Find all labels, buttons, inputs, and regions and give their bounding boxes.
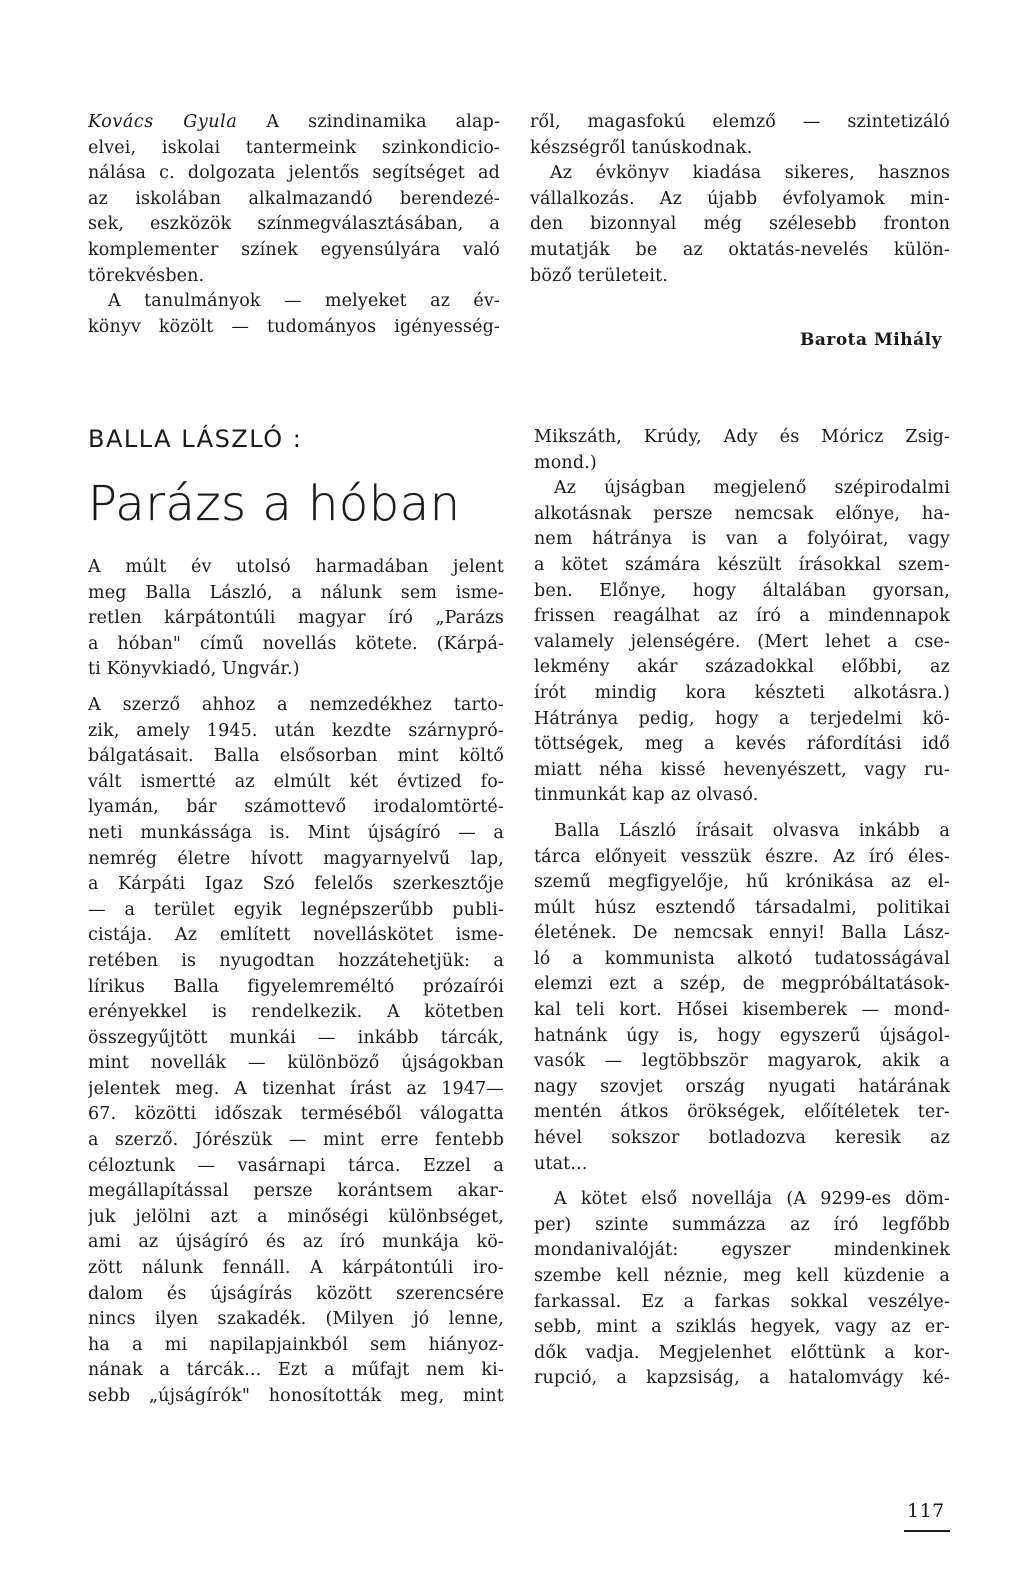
- text-line: írót mindig kora készteti alkotásra.): [534, 682, 950, 703]
- text-line: A múlt év utolsó harmadában jelent: [88, 557, 504, 577]
- text-line: sek, eszközök színmegválasztásában, a: [88, 214, 500, 235]
- review-signature: Barota Mihály: [800, 330, 942, 350]
- text-line: zik, amely 1945. után kezdte szárnypró-: [88, 720, 504, 741]
- text-line: A tanulmányok — melyeket az év-: [108, 291, 500, 312]
- text-line: den bizonnyal még szélesebb fronton: [530, 214, 950, 235]
- text-line: mint novellák — különböző újságokban: [88, 1053, 504, 1074]
- text-line: mond.): [534, 452, 597, 473]
- text-line: hével sokszor botladozva keresik az: [534, 1128, 950, 1149]
- text-line: Az évkönyv kiadása sikeres, hasznos: [550, 163, 950, 184]
- text-line: cistája. Az említett novelláskötet isme-: [88, 925, 504, 946]
- text-line: valamely jelenségére. (Mert lehet a cse-: [534, 631, 950, 652]
- text-line: tárca előnyeit vesszük észre. Az író éles-: [534, 846, 950, 867]
- cited-author: Kovács Gyula: [88, 112, 238, 132]
- text-line: juk jelölni azt a minőségi különbséget,: [88, 1206, 504, 1227]
- text-line: zött nálunk fennáll. A kárpátontúli iro-: [88, 1258, 504, 1279]
- text-line: ben. Előnye, hogy általában gyorsan,: [534, 580, 950, 601]
- text-line: készségről tanúskodnak.: [530, 137, 753, 158]
- text-line: utat...: [534, 1153, 588, 1174]
- text-line: Az újságban megjelenő szépirodalmi: [554, 478, 950, 499]
- text-line: tinmunkát kap az olvasó.: [534, 785, 759, 806]
- text-line: retében is nyugodtan hozzátehetjük: a: [88, 950, 504, 971]
- text-line: mentén átkos örökségek, előítéletek ter-: [534, 1102, 950, 1123]
- text-line: múlt húsz esztendő társadalmi, politikai: [534, 897, 950, 918]
- text-line: az iskolában alkalmazandó berendezé-: [88, 188, 500, 209]
- text-line: a Kárpáti Igaz Szó felelős szerkesztője: [88, 874, 504, 895]
- text-line: elvei, iskolai tantermeink szinkondicio-: [88, 137, 500, 158]
- text-line: vasók — legtöbbször magyarok, akik a: [534, 1051, 950, 1072]
- page-number-rule: [904, 1530, 950, 1532]
- text-line: törekvésben.: [88, 265, 205, 286]
- text-line: elemzi ezt a szép, de megpróbáltatások-: [534, 974, 950, 995]
- text-line: mondanivalóját: egyszer mindenkinek: [534, 1240, 950, 1261]
- text-line: a kötet számára készült írásokkal szem-: [534, 554, 950, 575]
- text-line: miatt néha kissé hevenyészett, vagy ru-: [534, 759, 950, 780]
- text-line: céloztunk — vasárnapi tárca. Ezzel a: [88, 1155, 504, 1176]
- text-line: vállalkozás. Az újabb évfolyamok min-: [530, 188, 950, 209]
- text-line: Balla László írásait olvasva inkább a: [554, 820, 950, 841]
- text-line: a szerző. Jórészük — mint erre fentebb: [88, 1130, 504, 1151]
- text-line: rupció, a kapzsiság, a hatalomvágy ké-: [534, 1368, 950, 1389]
- text-line: a hóban" című novellás kötete. (Kárpá-: [88, 633, 504, 654]
- text-line: nának a tárcák... Ezt a műfajt nem ki-: [88, 1360, 504, 1381]
- text-line: könyv közölt — tudományos igényesség-: [88, 316, 500, 337]
- text-line: komplementer színek egyensúlyára való: [88, 239, 500, 260]
- text-line: Mikszáth, Krúdy, Ady és Móricz Zsig-: [534, 427, 950, 447]
- text-line: mutatják be az oktatás-nevelés külön-: [530, 239, 950, 260]
- paragraph-gap: [88, 683, 504, 693]
- top-right-column: [530, 110, 950, 289]
- text-line: ami az újságíró és az író munkája kö-: [88, 1232, 504, 1253]
- text-line: böző területeit.: [530, 265, 669, 286]
- text-line: ti Könyvkiadó, Ungvár.): [88, 659, 300, 680]
- text-line: sebb, mint a sziklás hegyek, vagy az er-: [534, 1317, 950, 1338]
- text-line: nagy szovjet ország nyugati határának: [534, 1076, 950, 1097]
- text-line: megállapítással persze korántsem akar-: [88, 1181, 504, 1202]
- top-left-column: [88, 110, 500, 340]
- text-line: dők vadja. Megjelenhet előttünk a kor-: [534, 1342, 950, 1363]
- text-line: vált ismertté az elmúlt két évtized fo-: [88, 771, 504, 792]
- article-title: Parázs a hóban: [88, 476, 461, 532]
- text-line: ló a kommunista alkotó tudatosságával: [534, 948, 950, 969]
- text-line: Kovács Gyula A szindinamika alap-: [88, 112, 500, 132]
- text-line: szembe kell néznie, meg kell küzdenie a: [534, 1266, 950, 1286]
- text-line: lekmény akár századokkal előbbi, az: [534, 657, 950, 678]
- text-line: sebb „újságírók" honosították meg, mint: [88, 1386, 504, 1406]
- article-author-heading: BALLA LÁSZLÓ :: [88, 425, 303, 453]
- text-line: dalom és újságírás között szerencsére: [88, 1283, 504, 1304]
- text-line: nálása c. dolgozata jelentős segítséget ad: [88, 163, 500, 184]
- text-line: lyamán, bár számottevő irodalomtörté-: [88, 797, 504, 818]
- text-line: összegyűjtött munkái — inkább tárcák,: [88, 1027, 504, 1048]
- text-line: farkassal. Ez a farkas sokkal veszélye-: [534, 1291, 950, 1312]
- text-line: neti munkássága is. Mint újságíró — a: [88, 822, 504, 843]
- text-line: A kötet első novellája (A 9299-es döm-: [554, 1189, 950, 1210]
- body-left-column: [88, 555, 504, 1410]
- text-line: — a terület egyik legnépszerűbb publi-: [88, 899, 504, 920]
- text-line: nemrég életre hívott magyarnyelvű lap,: [88, 848, 504, 869]
- text-line: frissen reagálhat az író a mindennapok: [534, 606, 950, 627]
- text-line: jelentek meg. A tizenhat írást az 1947—: [88, 1078, 504, 1099]
- paragraph-gap: [534, 809, 950, 819]
- text-line: bálgatásait. Balla elsősorban mint költő: [88, 746, 504, 767]
- text-line: Hátránya pedig, hogy a terjedelmi kö-: [534, 708, 950, 729]
- text-line: töttségek, meg a kevés ráfordítási idő: [534, 734, 950, 755]
- body-right-column: [534, 425, 950, 1392]
- text-line: nincs ilyen szakadék. (Milyen jó lenne,: [88, 1309, 504, 1330]
- text-line: alkotásnak persze nemcsak előnye, ha-: [534, 503, 950, 524]
- paragraph-gap: [534, 1177, 950, 1187]
- text-line: hatnánk úgy is, hogy egyszerű újságol-: [534, 1025, 950, 1046]
- text-line: retlen kárpátontúli magyar író „Parázs: [88, 608, 504, 629]
- text-line: szemű megfigyelője, hű krónikása az el-: [534, 872, 950, 893]
- text-line: életének. De nemcsak ennyi! Balla Lász-: [534, 923, 950, 944]
- text-line: per) szinte summázza az író legfőbb: [534, 1214, 950, 1235]
- text-line: meg Balla László, a nálunk sem isme-: [88, 582, 504, 603]
- text-line: erényekkel is rendelkezik. A kötetben: [88, 1002, 504, 1023]
- text-line: 67. közötti időszak terméséből válogatta: [88, 1104, 504, 1125]
- text-line: nem hátránya is van a folyóirat, vagy: [534, 529, 950, 550]
- text-line: ről, magasfokú elemző — szintetizáló: [530, 112, 950, 132]
- text-line: lírikus Balla figyelemreméltó prózaírói: [88, 976, 504, 997]
- text-line: ha a mi napilapjainkból sem hiányoz-: [88, 1334, 504, 1355]
- text-line: kal teli kort. Hősei kisemberek — mond-: [534, 1000, 950, 1021]
- page-number: 117: [907, 1500, 945, 1522]
- text-line: A szerző ahhoz a nemzedékhez tarto-: [88, 694, 504, 715]
